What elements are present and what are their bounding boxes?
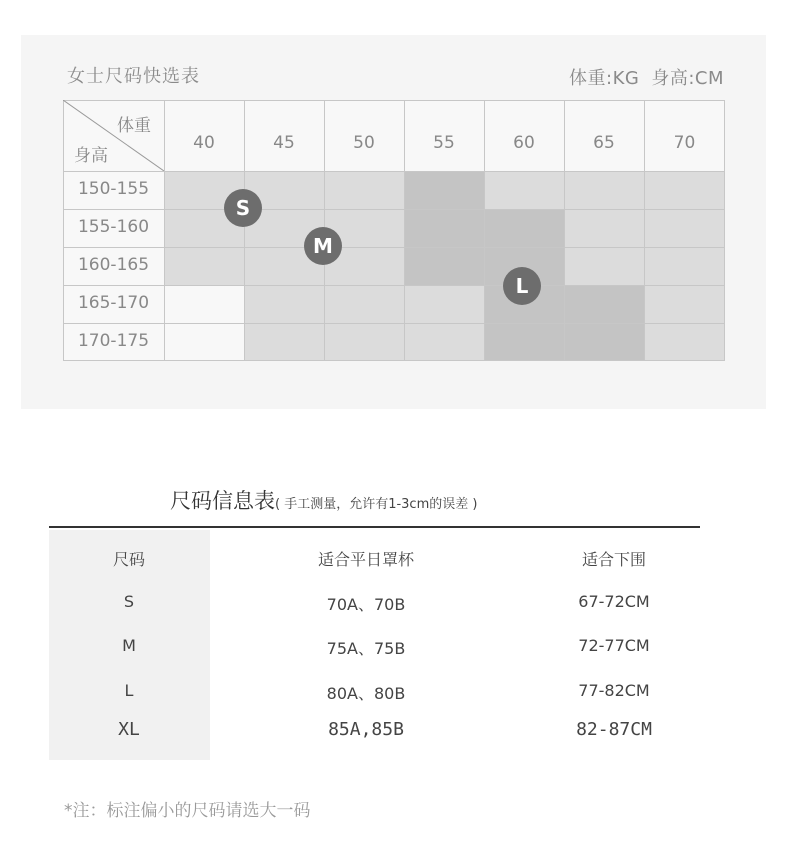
table-cell: 67-72CM <box>578 592 650 611</box>
table-cell: S <box>123 592 135 611</box>
table-header-cell: 尺码 <box>112 550 145 569</box>
weight-header: 40 <box>193 133 215 153</box>
grid-cell <box>404 323 484 361</box>
table-header-cell: 适合下围 <box>581 550 646 569</box>
weight-header: 55 <box>433 133 455 153</box>
grid-line <box>63 171 725 172</box>
grid-cell <box>484 323 564 361</box>
corner-weight-label: 体重 <box>117 116 151 136</box>
grid-cell <box>484 209 564 247</box>
size-info-heading: 尺码信息表 <box>170 489 275 513</box>
weight-header: 60 <box>513 133 535 153</box>
weight-unit-label: 体重:KG <box>569 68 640 89</box>
grid-cell <box>404 285 484 323</box>
weight-header: 50 <box>353 133 375 153</box>
grid-line <box>63 247 725 248</box>
grid-line <box>63 323 725 324</box>
grid-cell <box>644 247 725 285</box>
corner-height-label: 身高 <box>74 146 108 166</box>
grid-cell <box>324 171 404 209</box>
table-cell: L <box>124 681 134 700</box>
table-cell: 70A、70B <box>326 595 406 614</box>
grid-cell <box>244 285 324 323</box>
table-cell: 75A、75B <box>326 639 406 658</box>
grid-cell <box>164 247 244 285</box>
grid-cell <box>324 285 404 323</box>
grid-cell <box>564 209 644 247</box>
grid-cell <box>644 171 725 209</box>
table-cell: 82-87CM <box>576 719 652 740</box>
size-badge-s: S <box>224 189 262 227</box>
weight-header: 70 <box>673 133 696 153</box>
grid-cell <box>564 171 644 209</box>
table-cell: 80A、80B <box>326 684 406 703</box>
size-chart-units <box>557 64 724 90</box>
size-chart-title: 女士尺码快选表 <box>67 66 200 87</box>
grid-cell <box>644 209 725 247</box>
grid-cell <box>244 323 324 361</box>
height-label: 165-170 <box>77 293 150 313</box>
weight-header: 65 <box>593 133 615 153</box>
grid-line <box>63 360 725 361</box>
grid-cell <box>564 285 644 323</box>
size-info-subtitle: ( 手工测量，允许有1-3cm的误差 ) <box>275 497 478 512</box>
table-cell: 72-77CM <box>578 636 650 655</box>
table-cell: 85A,85B <box>328 719 404 740</box>
grid-cell <box>404 171 484 209</box>
height-label: 160-165 <box>77 255 150 275</box>
size-badge-m: M <box>304 227 342 265</box>
grid-cell <box>644 323 725 361</box>
grid-line <box>63 209 725 210</box>
grid-line <box>63 285 725 286</box>
grid-cell <box>564 323 644 361</box>
grid-cell <box>404 247 484 285</box>
table-cell: M <box>122 636 136 655</box>
table-top-rule <box>49 526 700 528</box>
grid-cell <box>564 247 644 285</box>
size-badge-l: L <box>503 267 541 305</box>
grid-cell <box>324 323 404 361</box>
table-cell: 77-82CM <box>578 681 650 700</box>
size-info-title <box>170 485 477 515</box>
height-label: 170-175 <box>77 331 150 351</box>
table-header-cell: 适合平日罩杯 <box>317 550 414 569</box>
height-label: 155-160 <box>77 217 150 237</box>
size-grid <box>63 100 725 361</box>
height-unit-label: 身高:CM <box>651 68 724 89</box>
height-label: 150-155 <box>77 179 150 199</box>
grid-cell <box>404 209 484 247</box>
grid-cell <box>164 323 244 361</box>
grid-cell <box>164 285 244 323</box>
grid-cell <box>644 285 725 323</box>
weight-header: 45 <box>273 133 295 153</box>
grid-cell <box>484 171 564 209</box>
table-cell: XL <box>118 719 140 740</box>
size-note: *注：标注偏小的尺码请选大一码 <box>64 801 311 821</box>
